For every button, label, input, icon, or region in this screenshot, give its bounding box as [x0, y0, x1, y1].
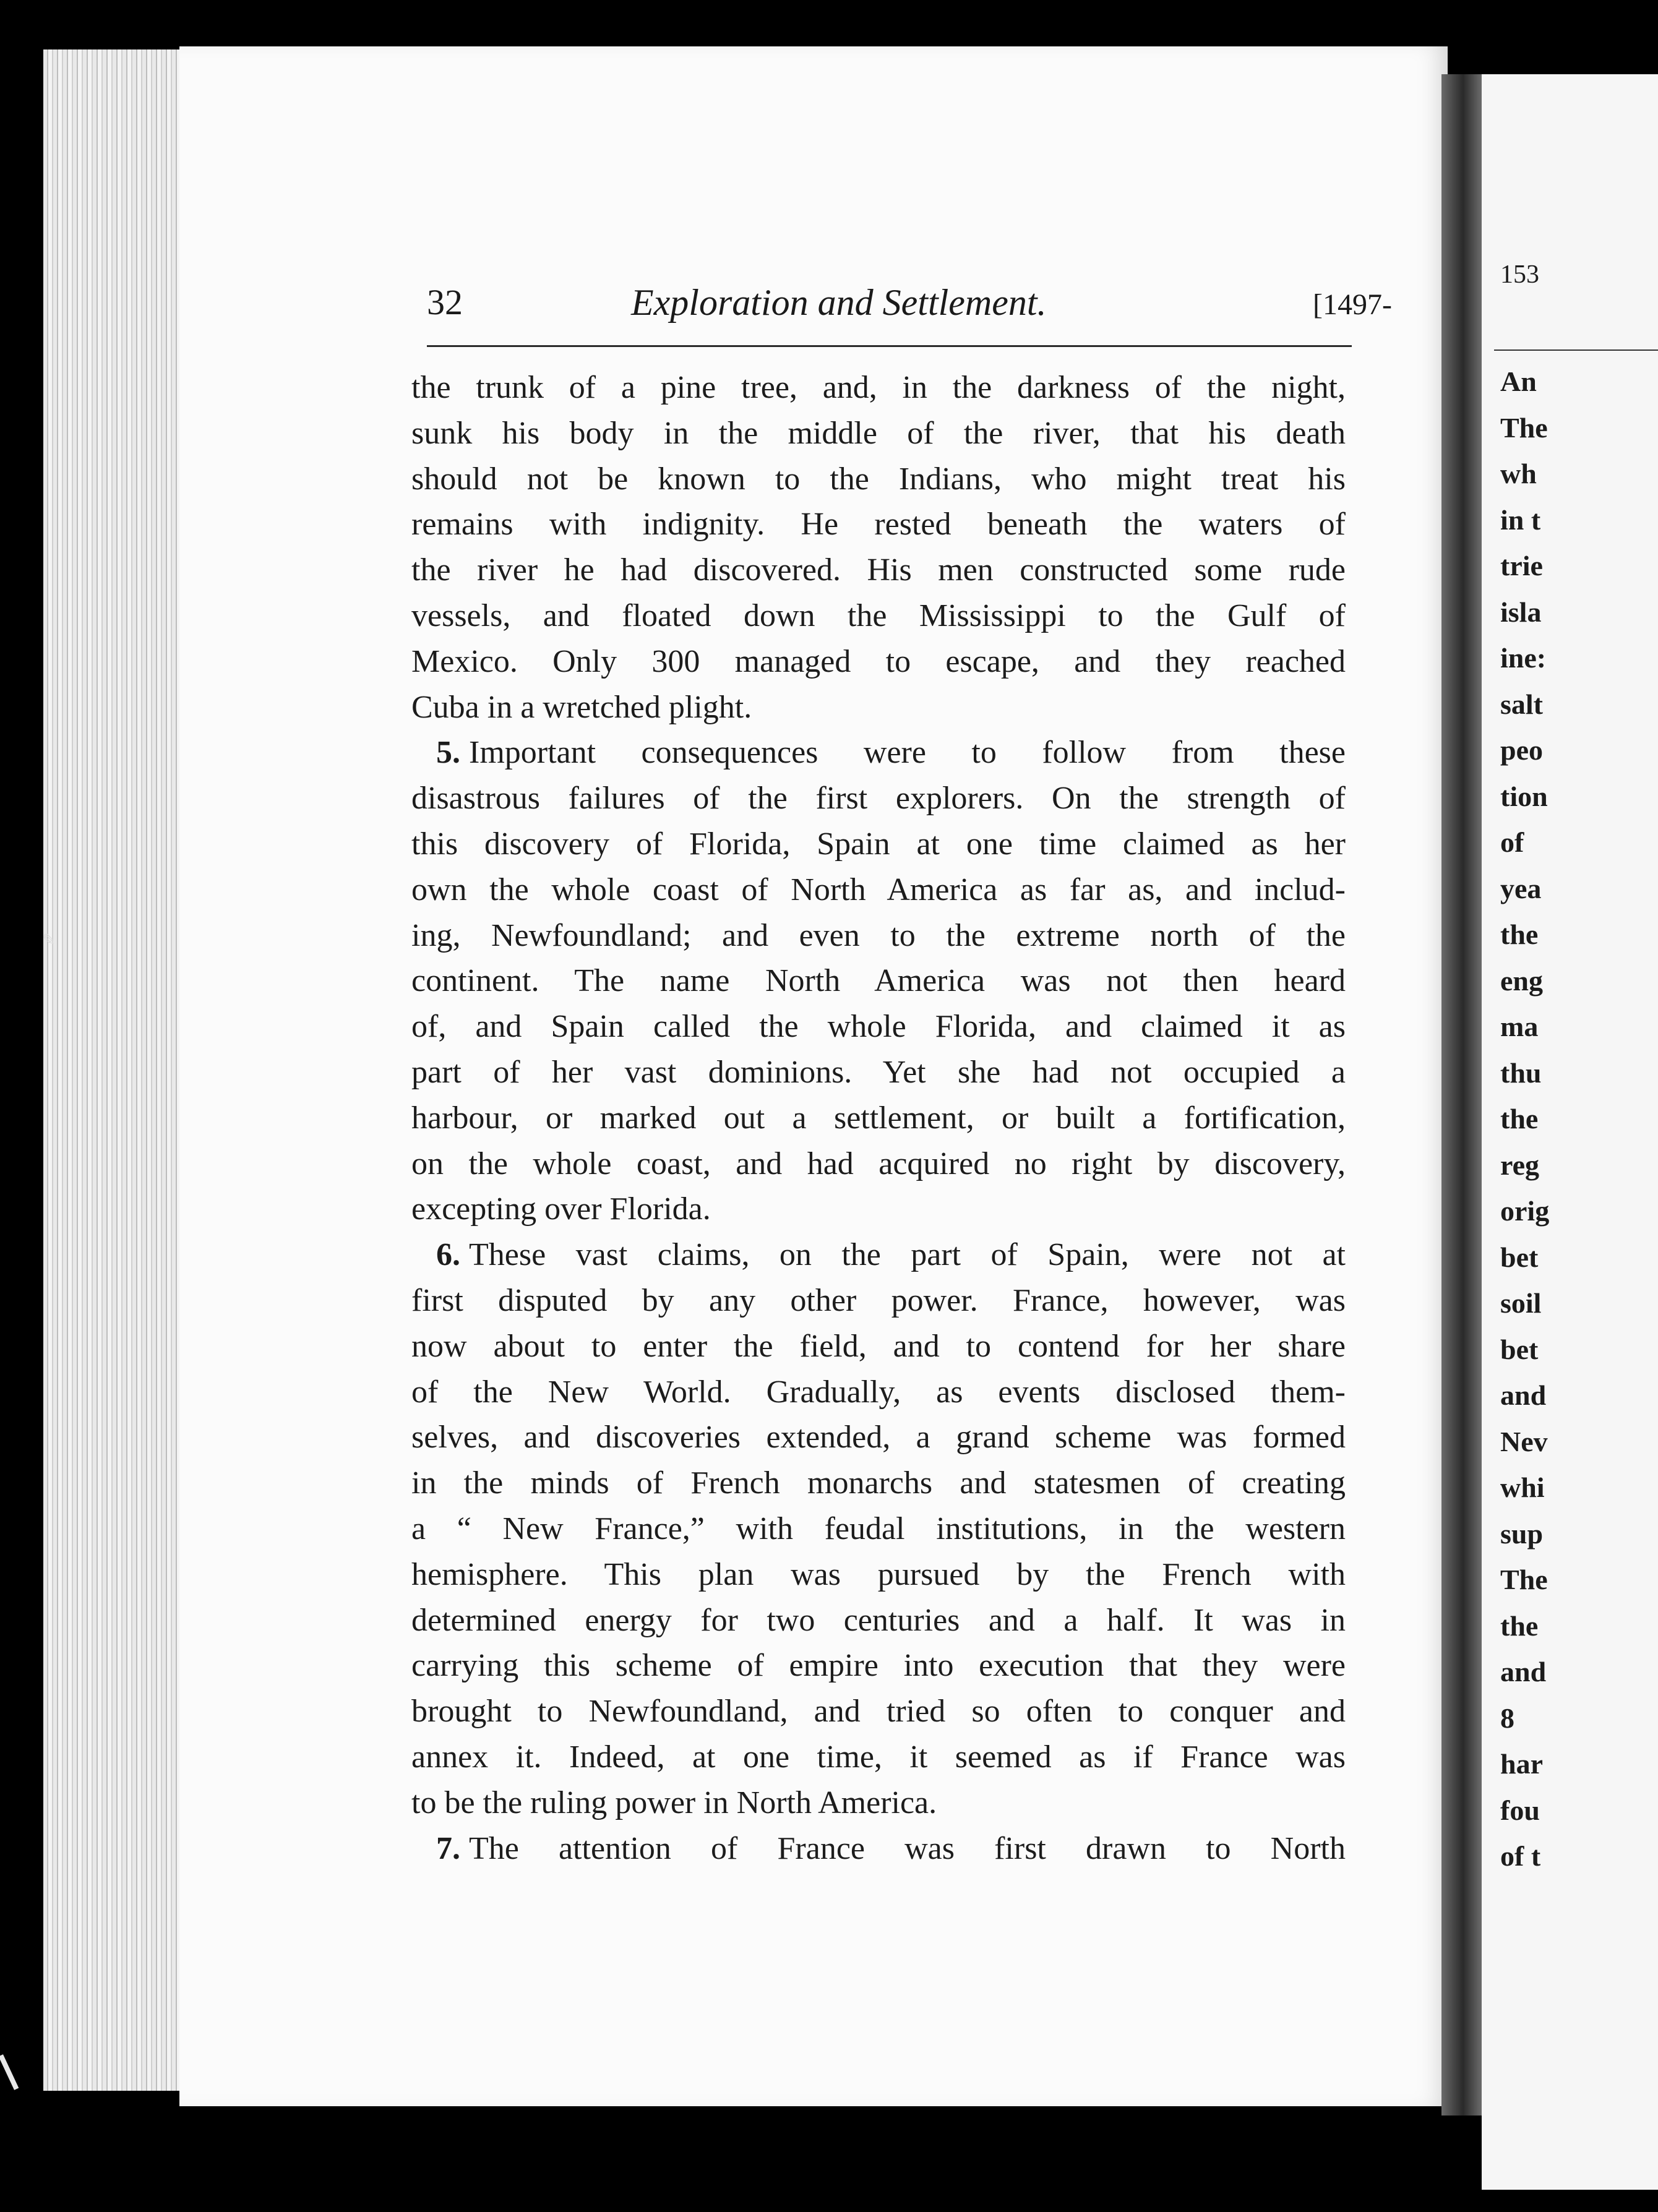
line-text: the trunk of a pine tree, and, in the darkness of the night,	[411, 370, 1346, 405]
line-text: now about to enter the field, and to contend for her share	[411, 1328, 1346, 1364]
facing-page-line-fragment: har	[1500, 1748, 1543, 1780]
text-line	[411, 1324, 1346, 1370]
line-text: the river he had discovered. His men constructed some rude	[411, 552, 1346, 588]
facing-page-line-fragment: 8	[1500, 1702, 1514, 1734]
facing-page-line-fragment: eng	[1500, 964, 1543, 997]
text-line	[411, 593, 1346, 639]
text-line	[411, 730, 1346, 776]
line-text: Important consequences were to follow from these	[469, 735, 1346, 771]
line-text: part of her vast dominions. Yet she had not occupied a	[411, 1054, 1346, 1090]
paragraph-number: 6.	[436, 1237, 460, 1273]
date-range: [1497-	[1313, 288, 1392, 321]
text-line	[411, 502, 1346, 547]
text-line	[411, 1552, 1346, 1598]
line-text: of, and Spain called the whole Florida, and claimed it as	[411, 1009, 1346, 1045]
line-text: first disputed by any other power. France, however, was	[411, 1282, 1346, 1318]
facing-page-rule	[1494, 349, 1658, 351]
facing-page-line-fragment: peo	[1500, 734, 1543, 766]
margin-mark-icon: ✎	[42, 931, 56, 950]
facing-page-line-fragment: reg	[1500, 1149, 1540, 1181]
text-line	[411, 365, 1346, 411]
text-line	[411, 958, 1346, 1004]
line-text: disastrous failures of the first explorers. On the strength of	[411, 781, 1346, 817]
text-line	[411, 867, 1346, 913]
text-line	[411, 411, 1346, 457]
facing-page-line-fragment: sup	[1500, 1517, 1544, 1550]
paragraph-number: 7.	[436, 1830, 460, 1866]
text-line	[411, 547, 1346, 593]
text-line	[411, 1095, 1346, 1141]
text-line	[411, 639, 1346, 685]
line-text: hemisphere. This plan was pursued by the French with	[411, 1556, 1346, 1592]
running-title: Exploration and Settlement.	[631, 282, 1047, 323]
line-text: excepting over Florida.	[411, 1191, 711, 1227]
facing-page-line-fragment: ma	[1500, 1011, 1539, 1042]
line-text: These vast claims, on the part of Spain, were not at	[469, 1237, 1346, 1273]
facing-page-line-fragment: in t	[1500, 504, 1541, 536]
line-text: of the New World. Gradually, as events disclosed them-	[411, 1374, 1346, 1410]
facing-page-line-fragment: thu	[1500, 1057, 1542, 1089]
facing-page-line-fragment: tion	[1500, 780, 1548, 812]
line-text: Cuba in a wretched plight.	[411, 689, 752, 725]
book-gutter	[1441, 74, 1485, 2116]
text-line	[411, 821, 1346, 867]
line-text: should not be known to the Indians, who might treat his	[411, 461, 1346, 497]
facing-page-line-fragment: fou	[1500, 1794, 1540, 1826]
facing-page-line-fragment: and	[1500, 1379, 1547, 1411]
line-text: sunk his body in the middle of the river, that his death	[411, 415, 1346, 451]
text-line	[411, 776, 1346, 821]
facing-page-line-fragment: trie	[1500, 550, 1543, 581]
facing-page-header-fragment: 153	[1500, 260, 1539, 289]
text-line	[411, 1278, 1346, 1324]
text-line	[411, 1141, 1346, 1187]
text-line	[411, 913, 1346, 959]
line-text: continent. The name North America was not then heard	[411, 963, 1346, 999]
text-line	[411, 1506, 1346, 1552]
text-line	[411, 1826, 1346, 1872]
facing-page-line-fragment: the	[1500, 1610, 1539, 1642]
header-rule	[427, 345, 1352, 347]
text-line	[411, 1689, 1346, 1734]
text-line	[411, 1415, 1346, 1460]
line-text: ing, Newfoundland; and even to the extreme north of the	[411, 917, 1346, 953]
text-line	[411, 1004, 1346, 1050]
running-header	[427, 281, 1392, 331]
text-line	[411, 1598, 1346, 1644]
facing-page-line-fragment: of t	[1500, 1840, 1541, 1872]
facing-page-line-fragment: wh	[1500, 458, 1537, 489]
line-text: a “ New France,” with feudal institutions, in the western	[411, 1511, 1346, 1546]
facing-page-line-fragment: whi	[1500, 1472, 1545, 1503]
line-text: own the whole coast of North America as far as, and includ-	[411, 872, 1346, 907]
facing-page-line-fragment: orig	[1500, 1195, 1550, 1227]
facing-page-line-fragment: soil	[1500, 1287, 1542, 1319]
facing-page-line-fragment: the	[1500, 1103, 1539, 1134]
facing-page-line-fragment: ine:	[1500, 642, 1547, 674]
facing-page-line-fragment: and	[1500, 1656, 1547, 1687]
facing-page-line-fragment: bet	[1500, 1333, 1539, 1365]
text-line	[411, 1780, 1346, 1826]
facing-page-line-fragment: salt	[1500, 688, 1543, 720]
book-page-edges	[43, 49, 186, 2091]
facing-page-line-fragment: An	[1500, 366, 1537, 397]
facing-page-line-fragment: Nev	[1500, 1425, 1548, 1457]
facing-page	[1482, 74, 1658, 2190]
text-line	[411, 457, 1346, 502]
text-line	[411, 1643, 1346, 1689]
line-text: determined energy for two centuries and a half. It was in	[411, 1602, 1346, 1638]
text-line	[411, 1734, 1346, 1780]
text-line	[411, 1460, 1346, 1506]
line-text: on the whole coast, and had acquired no right by discovery,	[411, 1146, 1346, 1181]
line-text: in the minds of French monarchs and statesmen of creating	[411, 1465, 1346, 1501]
line-text: carrying this scheme of empire into execution that they were	[411, 1648, 1346, 1684]
line-text: remains with indignity. He rested beneath the waters of	[411, 507, 1346, 542]
text-line	[411, 1370, 1346, 1415]
body-text	[411, 365, 1346, 1871]
text-line	[411, 1232, 1346, 1278]
facing-page-line-fragment: isla	[1500, 596, 1542, 628]
line-text: brought to Newfoundland, and tried so often to conquer and	[411, 1694, 1346, 1730]
paragraph-number: 5.	[436, 735, 460, 771]
line-text: Mexico. Only 300 managed to escape, and they reached	[411, 643, 1346, 679]
line-text: this discovery of Florida, Spain at one time claimed as her	[411, 826, 1346, 862]
line-text: vessels, and floated down the Mississippi to the Gulf of	[411, 598, 1346, 633]
facing-page-line-fragment: The	[1500, 1564, 1548, 1595]
line-text: to be the ruling power in North America.	[411, 1785, 937, 1820]
line-text: The attention of France was first drawn to North	[469, 1830, 1346, 1866]
facing-page-line-fragment: bet	[1500, 1241, 1539, 1273]
text-line	[411, 1186, 1346, 1232]
page-number: 32	[427, 282, 463, 322]
line-text: annex it. Indeed, at one time, it seemed as if France was	[411, 1739, 1346, 1775]
facing-page-line-fragment: the	[1500, 919, 1539, 950]
line-text: harbour, or marked out a settlement, or built a fortification,	[411, 1100, 1346, 1136]
text-line	[411, 1050, 1346, 1095]
facing-page-line-fragment: The	[1500, 411, 1548, 444]
facing-page-line-fragment: of	[1500, 826, 1524, 858]
stray-scan-mark	[0, 2054, 19, 2090]
line-text: selves, and discoveries extended, a grand scheme was formed	[411, 1420, 1346, 1455]
facing-page-line-fragment: yea	[1500, 872, 1542, 904]
text-line	[411, 685, 1346, 731]
